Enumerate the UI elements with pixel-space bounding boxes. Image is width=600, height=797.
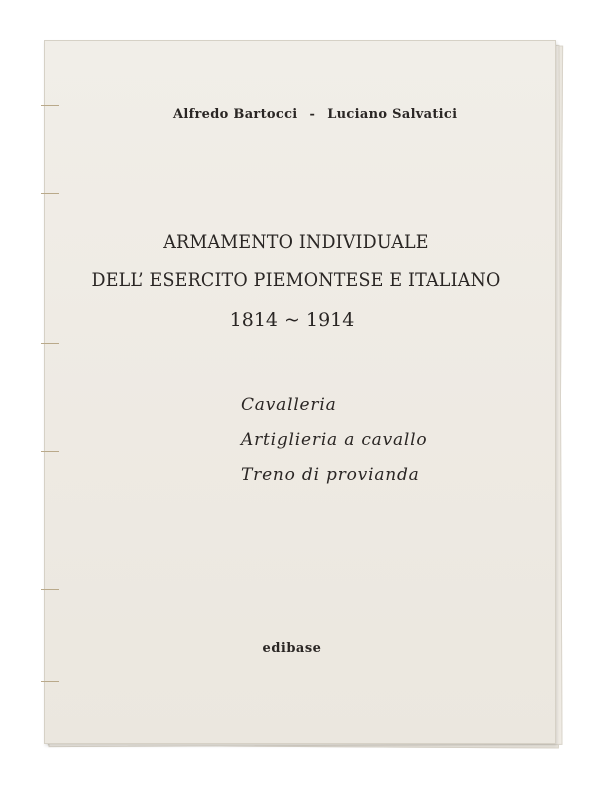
subtitle-line: Treno di provianda (241, 465, 420, 485)
publisher-name: edibase (262, 641, 322, 656)
book-title-line-2: DELL’ ESERCITO PIEMONTESE E ITALIANO (91, 269, 501, 291)
spine-stitch (41, 105, 59, 106)
spine-stitch (41, 193, 59, 194)
spine-stitch (41, 451, 59, 452)
authors-line (173, 107, 457, 122)
subtitle-line: Cavalleria (241, 395, 337, 415)
author-name: Luciano Salvatici (327, 107, 458, 122)
subtitle-line: Artiglieria a cavallo (241, 430, 428, 450)
book-title-line-1: ARMAMENTO INDIVIDUALE (163, 231, 429, 253)
spine-stitch (41, 343, 59, 344)
spine-stitch (41, 681, 59, 682)
author-name: Alfredo Bartocci (173, 107, 298, 122)
year-range: 1814 ~ 1914 (229, 309, 355, 331)
book-cover (44, 40, 556, 744)
author-separator: - (309, 107, 316, 122)
spine-stitch (41, 589, 59, 590)
